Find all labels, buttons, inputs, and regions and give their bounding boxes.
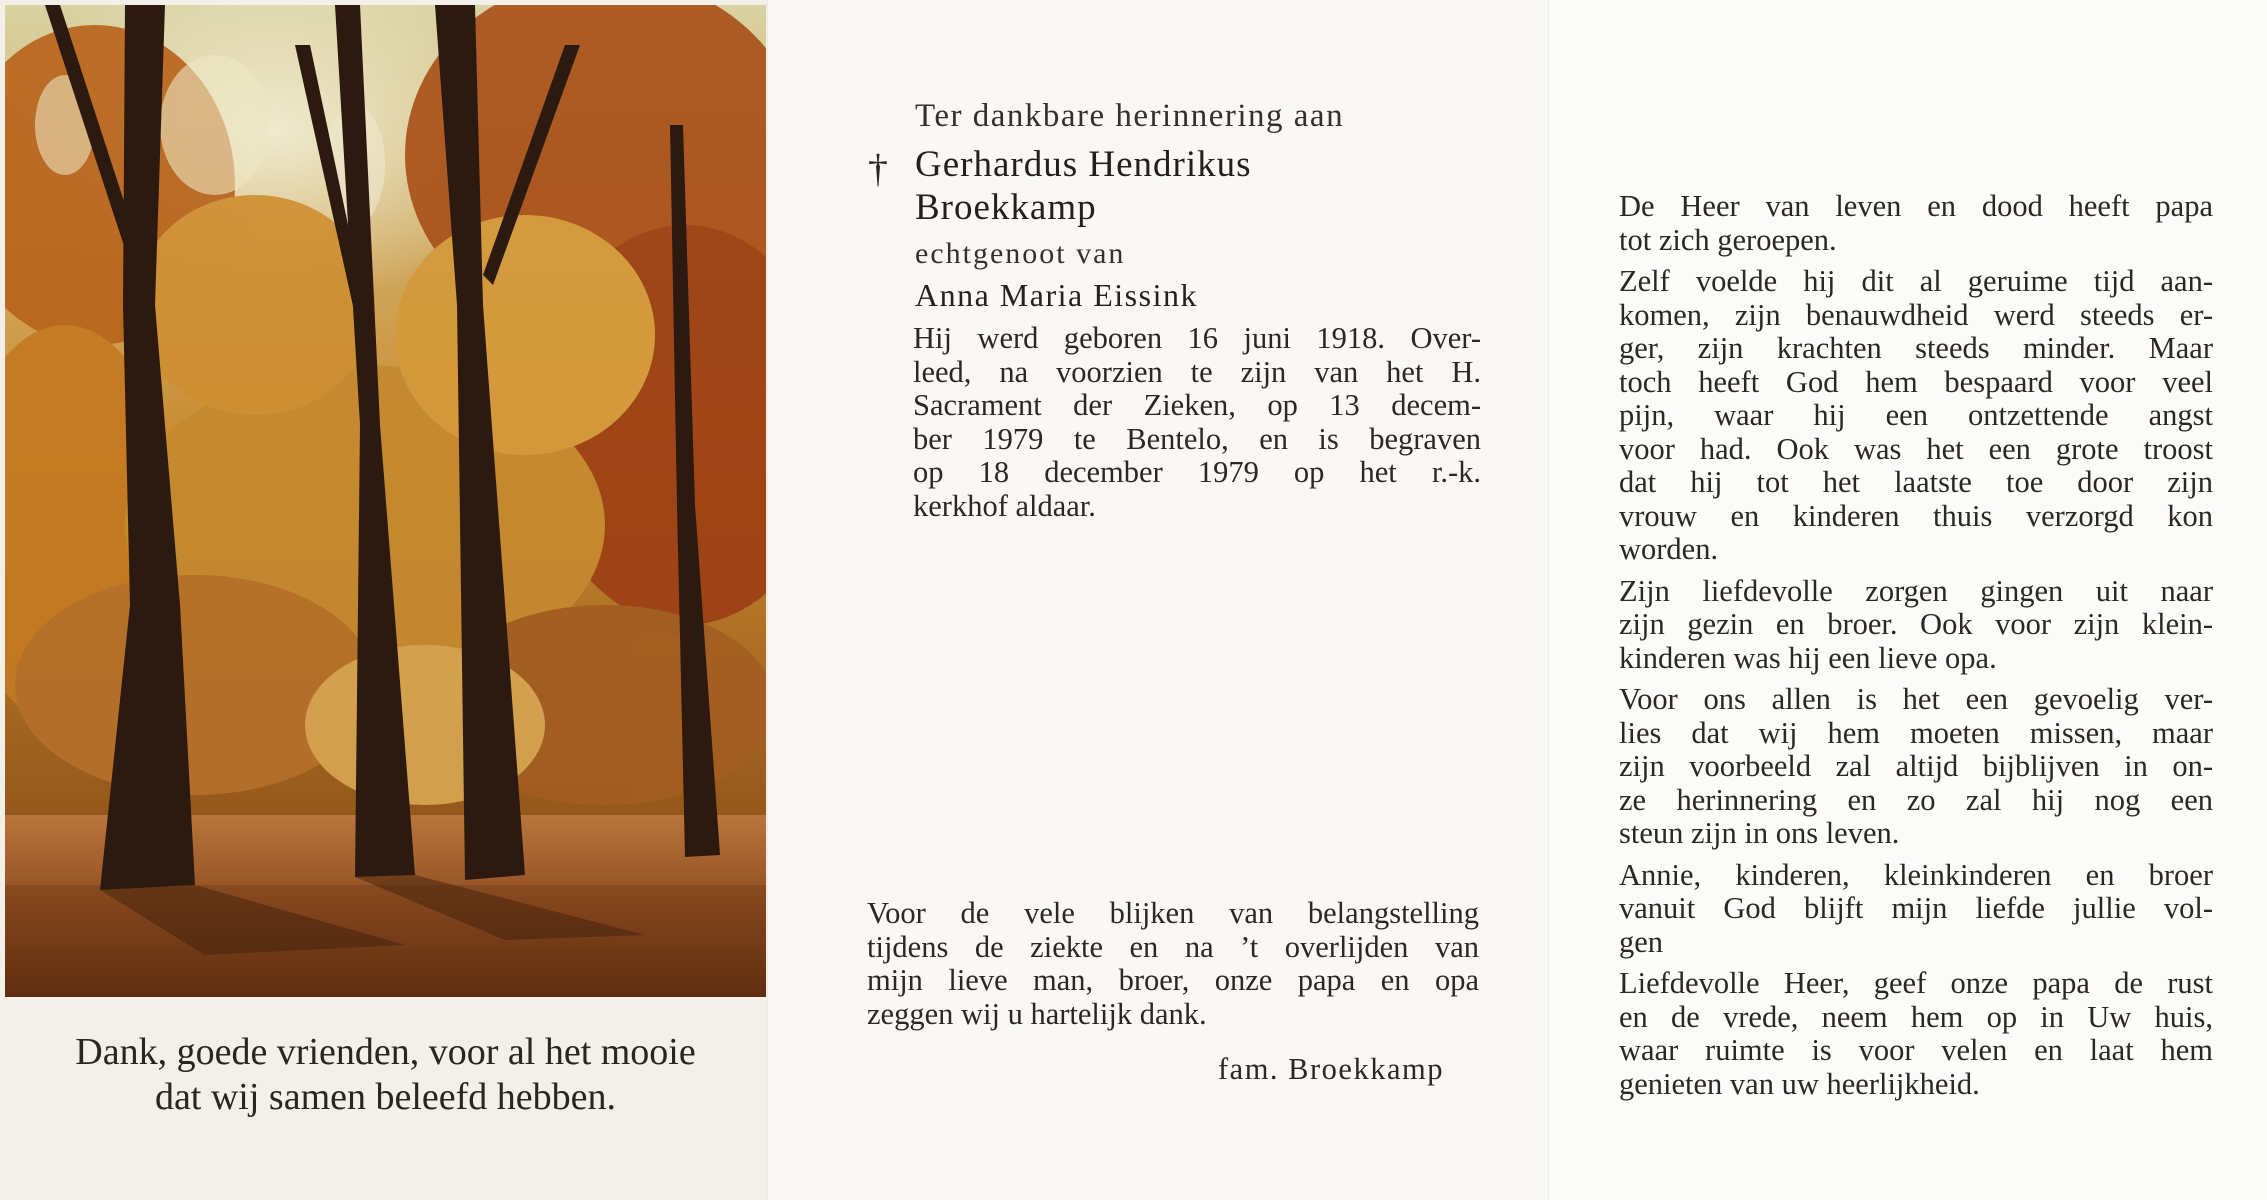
spouse-label: echtgenoot van xyxy=(915,237,1126,270)
text-line: genieten van uw heerlijkheid. xyxy=(1619,1066,1980,1101)
fold-divider xyxy=(767,0,768,1200)
text-line: voor had. Ook was het een grote troost xyxy=(1619,431,2213,466)
memorial-text-panel xyxy=(768,0,1548,1200)
text-line: pijn, waar hij een ontzettende angst xyxy=(1619,398,2213,432)
text-line: Hij werd geboren 16 juni 1918. Over- xyxy=(913,321,1481,355)
text-line: tot zich geroepen. xyxy=(1619,222,1837,257)
text-line: zeggen wij u hartelijk dank. xyxy=(867,996,1207,1031)
text-line: Zelf voelde hij dit al geruime tijd aan- xyxy=(1619,264,2213,298)
text-line: Annie, kinderen, kleinkinderen en broer xyxy=(1619,857,2213,892)
autumn-forest-photo xyxy=(5,5,766,997)
prayer-paragraph xyxy=(1619,683,2213,851)
forest-illustration xyxy=(5,5,766,997)
text-line: waar ruimte is voor velen en laat hem xyxy=(1619,1033,2213,1067)
caption-line: Dank, goede vrienden, voor al het mooie xyxy=(75,1031,696,1073)
text-line: en de vrede, neem hem op in Uw huis, xyxy=(1619,999,2213,1034)
name-line: Broekkamp xyxy=(915,187,1097,228)
fold-divider xyxy=(1548,0,1549,1200)
text-line: zijn voorbeeld zal altijd bijblijven in on- xyxy=(1619,749,2213,783)
text-line: tijdens de ziekte en na ’t overlijden van xyxy=(867,929,1479,964)
text-line: De Heer van leven en dood heeft papa xyxy=(1619,189,2213,223)
text-line: vanuit God blijft mijn liefde jullie vol- xyxy=(1619,891,2213,925)
text-line: kerkhof aldaar. xyxy=(913,488,1096,523)
family-signoff: fam. Broekkamp xyxy=(1218,1052,1444,1086)
prayer-paragraph xyxy=(1619,190,2213,257)
text-line: Liefdevolle Heer, geef onze papa de rust xyxy=(1619,966,2213,1000)
photo-card-panel xyxy=(0,0,767,1200)
text-line: lies dat wij hem moeten missen, maar xyxy=(1619,715,2213,750)
text-line: toch heeft God hem bespaard voor veel xyxy=(1619,364,2213,399)
text-line: op 18 december 1979 op het r.-k. xyxy=(913,455,1481,489)
prayer-paragraph xyxy=(1619,575,2213,676)
text-line: Voor ons allen is het een gevoelig ver- xyxy=(1619,682,2213,716)
text-line: zijn gezin en broer. Ook voor zijn klein- xyxy=(1619,607,2213,641)
text-line: worden. xyxy=(1619,532,1719,566)
prayer-column xyxy=(1619,190,2213,1109)
cross-icon: † xyxy=(868,146,888,191)
prayer-text-panel xyxy=(1549,0,2267,1200)
text-line: leed, na voorzien te zijn van het H. xyxy=(913,354,1481,389)
thanks-paragraph xyxy=(867,897,1479,1031)
text-line: mijn lieve man, broer, onze papa en opa xyxy=(867,963,1479,997)
text-line: Zijn liefdevolle zorgen gingen uit naar xyxy=(1619,573,2213,608)
text-line: Sacrament der Zieken, op 13 decem- xyxy=(913,388,1481,422)
prayer-paragraph xyxy=(1619,859,2213,960)
text-line: ze herinnering en zo zal hij nog een xyxy=(1619,782,2213,817)
photo-caption xyxy=(5,1030,766,1120)
text-line: ber 1979 te Bentelo, en is begraven xyxy=(913,421,1481,456)
spouse-name: Anna Maria Eissink xyxy=(915,277,1198,313)
name-line: Gerhardus Hendrikus xyxy=(915,144,1252,185)
text-line: vrouw en kinderen thuis verzorgd kon xyxy=(1619,498,2213,533)
text-line: kinderen was hij een lieve opa. xyxy=(1619,640,1997,675)
prayer-paragraph xyxy=(1619,967,2213,1101)
text-line: gen xyxy=(1619,924,1664,959)
biography-paragraph xyxy=(913,322,1481,523)
text-line: komen, zijn benauwdheid werd steeds er- xyxy=(1619,297,2213,332)
deceased-name xyxy=(915,143,1252,229)
intro-line: Ter dankbare herinnering aan xyxy=(915,98,1345,134)
text-line: dat hij tot het laatste toe door zijn xyxy=(1619,465,2213,499)
text-line: ger, zijn krachten steeds minder. Maar xyxy=(1619,331,2213,365)
text-line: Voor de vele blijken van belangstelling xyxy=(867,896,1479,930)
prayer-paragraph xyxy=(1619,265,2213,567)
caption-line: dat wij samen beleefd hebben. xyxy=(154,1076,617,1118)
text-line: steun zijn in ons leven. xyxy=(1619,816,1900,850)
